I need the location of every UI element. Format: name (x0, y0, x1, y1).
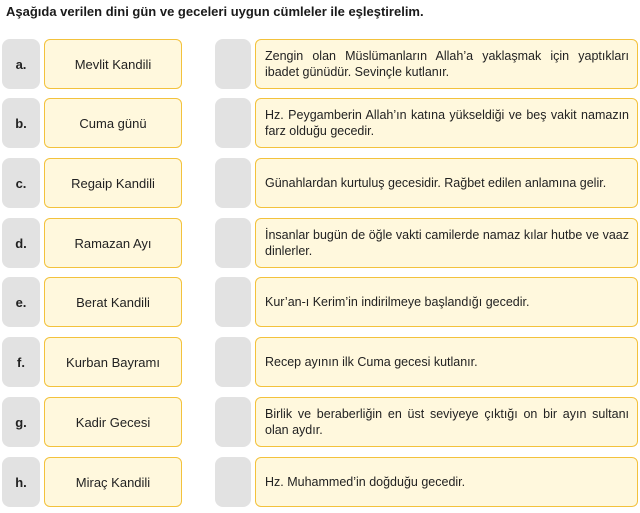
matching-row-h (0, 457, 640, 507)
matching-row-c (0, 158, 640, 208)
term-box: Regaip Kandili (44, 158, 182, 208)
term-box: Kurban Bayramı (44, 337, 182, 387)
matching-row-g (0, 397, 640, 447)
term-box: Mevlit Kandili (44, 39, 182, 89)
answer-box[interactable] (215, 277, 251, 327)
matching-row-f (0, 337, 640, 387)
description-box: Hz. Peygamberin Allah’ın katına yükseldiği ve beş vakit namazın farz olduğu gecedir. (255, 98, 638, 148)
row-letter: b. (2, 98, 40, 148)
answer-box[interactable] (215, 218, 251, 268)
term-box: Berat Kandili (44, 277, 182, 327)
term-box: Ramazan Ayı (44, 218, 182, 268)
row-letter: a. (2, 39, 40, 89)
term-box: Miraç Kandili (44, 457, 182, 507)
row-letter: d. (2, 218, 40, 268)
description-box: Hz. Muhammed’in doğduğu gecedir. (255, 457, 638, 507)
description-box: Günahlardan kurtuluş gecesidir. Rağbet edilen anlamına gelir. (255, 158, 638, 208)
row-letter: g. (2, 397, 40, 447)
term-box: Kadir Gecesi (44, 397, 182, 447)
answer-box[interactable] (215, 39, 251, 89)
row-letter: e. (2, 277, 40, 327)
matching-row-b (0, 98, 640, 148)
description-box: Birlik ve beraberliğin en üst seviyeye çıktığı on bir ayın sultanı olan aydır. (255, 397, 638, 447)
description-box: Zengin olan Müslümanların Allah’a yaklaşmak için yaptıkları ibadet günüdür. Sevinçle kutlanır. (255, 39, 638, 89)
answer-box[interactable] (215, 158, 251, 208)
row-letter: h. (2, 457, 40, 507)
term-box: Cuma günü (44, 98, 182, 148)
answer-box[interactable] (215, 337, 251, 387)
row-letter: f. (2, 337, 40, 387)
description-box: İnsanlar bugün de öğle vakti camilerde namaz kılar hutbe ve vaaz dinlerler. (255, 218, 638, 268)
description-box: Kur’an-ı Kerim’in indirilmeye başlandığı gecedir. (255, 277, 638, 327)
instruction-text: Aşağıda verilen dini gün ve geceleri uygun cümleler ile eşleştirelim. (6, 4, 424, 19)
description-box: Recep ayının ilk Cuma gecesi kutlanır. (255, 337, 638, 387)
answer-box[interactable] (215, 397, 251, 447)
row-letter: c. (2, 158, 40, 208)
answer-box[interactable] (215, 457, 251, 507)
matching-row-e (0, 277, 640, 327)
answer-box[interactable] (215, 98, 251, 148)
matching-row-d (0, 218, 640, 268)
matching-row-a (0, 39, 640, 89)
